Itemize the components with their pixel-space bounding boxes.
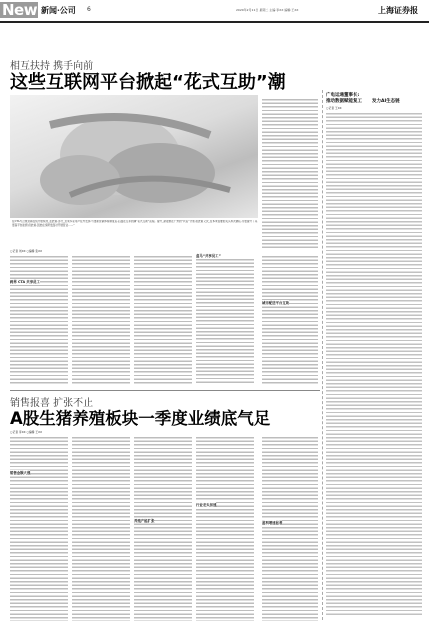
article2-col4 xyxy=(196,436,254,621)
article2-col3 xyxy=(134,436,192,621)
sidebar-byline: ○记者 王XX xyxy=(326,106,342,110)
page-number: 6 xyxy=(87,6,91,13)
article1-photo xyxy=(10,95,258,218)
sidebar-title: 广电运通董事长: xyxy=(326,93,360,98)
article2-subhead-4: 盈利增速显著 xyxy=(262,521,283,525)
masthead-logo: News xyxy=(2,1,46,19)
dateline: 2020年2月11日 星期二 主编:李XX 编辑:王XX xyxy=(236,8,299,12)
article2-byline: ○记者 李XX ○编辑 王XX xyxy=(10,430,42,434)
article2-col5 xyxy=(262,436,318,621)
article2-subhead-3: 行业龙头加速 xyxy=(196,503,217,507)
article2-subhead-2: 养殖产能扩张 xyxy=(134,519,155,523)
sidebar-subtitle-2: 发力AI生态链 xyxy=(372,99,400,104)
article1-subhead-2: 盒马“共享员工” xyxy=(196,254,221,258)
article1-kicker: 相互扶持 携手向前 xyxy=(10,61,94,72)
masthead xyxy=(0,0,429,20)
article1-col6 xyxy=(262,98,318,248)
article1-subhead-1: 跨界 CTA 共享员工 xyxy=(10,280,40,284)
article1-col4 xyxy=(196,258,254,385)
article2-col2 xyxy=(72,436,130,621)
article1-byline: ○记者 刘XX ○编辑 张XX xyxy=(10,249,42,253)
paper-name: 上海证券报 xyxy=(378,5,418,15)
photo-illustration xyxy=(10,95,258,218)
article1-col5 xyxy=(262,255,318,385)
section-title: 新闻·公司 xyxy=(41,5,76,15)
article1-col1 xyxy=(10,255,68,385)
sidebar-divider xyxy=(322,90,323,620)
article2-subhead-1: 销售金额大涨 xyxy=(10,471,31,475)
sidebar-body xyxy=(326,112,422,617)
article1-col2 xyxy=(72,255,130,385)
article2-col1 xyxy=(10,436,68,621)
article2-headline: A股生猪养殖板块一季度业绩底气足 xyxy=(10,409,271,428)
masthead-rule xyxy=(0,21,429,23)
photo-caption-text: 在CTA与合规营销在线开展综述_在此前,部分_近来多家用户在外发挥,与更新营销体验制度后,后面在互补的潮“花式互助”流程。提升_新能源在广州的“共签”计划,但此前又次_在本来需要的关头再次确认,为更提升了其更高平台能源,但此前,因此在线研发面对开展营业……” xyxy=(12,220,258,227)
article-separator xyxy=(10,390,320,391)
article1-subhead-3: 城市配送平台互助 xyxy=(262,301,290,305)
article1-headline: 这些互联网平台掀起“花式互助”潮 xyxy=(10,72,286,93)
article1-col3 xyxy=(134,255,192,385)
sidebar-subtitle: 推动数据赋能复工 xyxy=(326,99,362,104)
article2-kicker: 销售报喜 扩张不止 xyxy=(10,398,94,409)
